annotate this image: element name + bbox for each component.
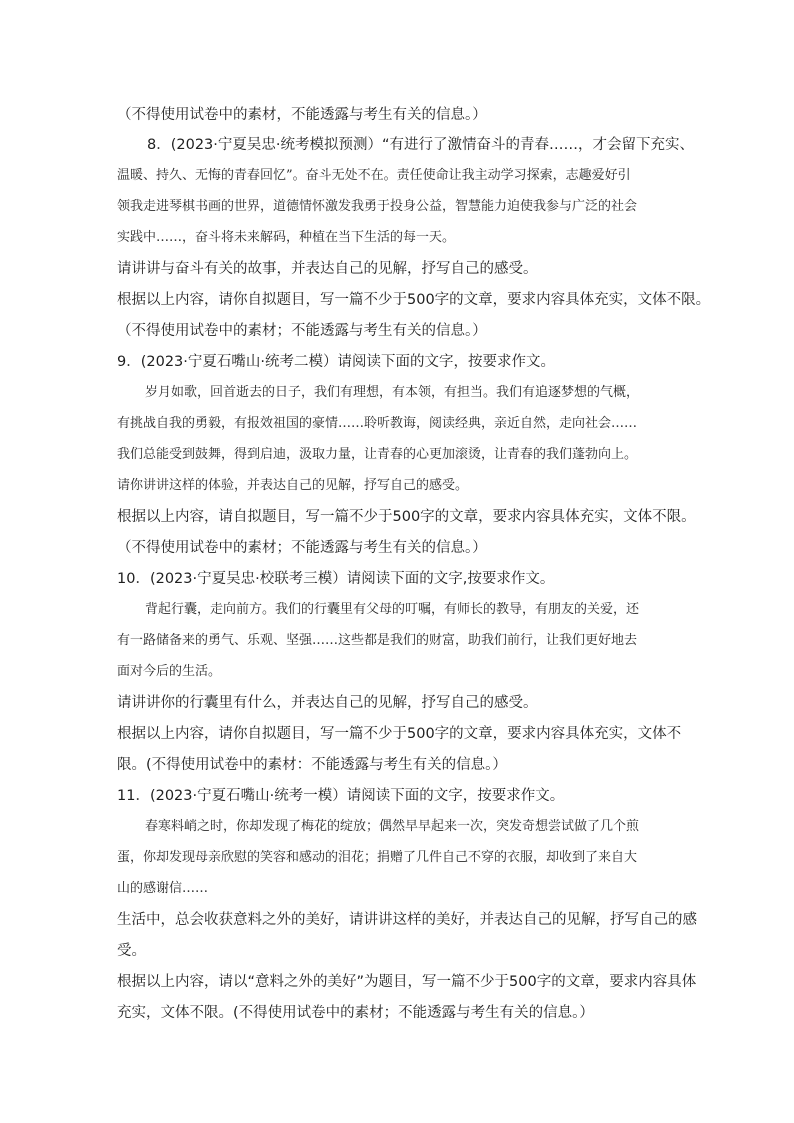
q8-requirement-note: （不得使用试卷中的素材；不能透露与考生有关的信息。） [117, 323, 487, 339]
q10-requirement: 根据以上内容，请你自拟题目，写一篇不少于500字的文章，要求内容具体充实，文体不 [117, 726, 682, 742]
question-9 [117, 351, 698, 559]
q11-material-line: 春寒料峭之时，你却发现了梅花的绽放；偶然早早起来一次，突发奇想尝试做了几个煎 [145, 819, 640, 834]
q8-material-line: 实践中……，奋斗将未来解码，种植在当下生活的每一天。 [117, 230, 456, 245]
q9-material-line: 岁月如歌，回首逝去的日子，我们有理想，有本领，有担当。我们有追逐梦想的气概， [145, 385, 640, 400]
q10-requirement-note: 限。(不得使用试卷中的素材：不能透露与考生有关的信息。） [117, 757, 507, 773]
question-8 [117, 134, 711, 342]
q10-task: 请讲讲你的行囊里有什么，并表达自己的见解，抒写自己的感受。 [117, 695, 538, 711]
q11-requirement: 根据以上内容，请以“意料之外的美好”为题目，写一篇不少于500字的文章，要求内容具体 [117, 974, 697, 990]
q10-material-line: 面对今后的生活。 [117, 664, 222, 679]
q8-material-line: 温暖、持久、无悔的青春回忆”。奋斗无处不在。责任使命让我主动学习探索，志趣爱好引 [117, 168, 631, 183]
q8-task: 请讲讲与奋斗有关的故事，并表达自己的见解，抒写自己的感受。 [117, 261, 538, 277]
q10-heading: 10．(2023·宁夏吴忠·校联考三模）请阅读下面的文字,按要求作文。 [117, 571, 555, 587]
q11-material-line: 山的感谢信…… [117, 881, 209, 896]
q9-heading: 9．(2023·宁夏石嘴山·统考二模）请阅读下面的文字，按要求作文。 [117, 354, 555, 370]
q11-task-continued: 受。 [117, 943, 146, 959]
q8-heading: 8．(2023·宁夏吴忠·统考模拟预测）“有进行了激情奋斗的青春……，才会留下充实、 [147, 137, 695, 153]
q9-material-line: 请你讲讲这样的体验，并表达自己的见解，抒写自己的感受。 [117, 478, 469, 493]
q7-requirement-note: （不得使用试卷中的素材，不能透露与考生有关的信息。） [117, 107, 487, 123]
q9-requirement-note: （不得使用试卷中的素材；不能透露与考生有关的信息。） [117, 540, 487, 556]
q10-material-line: 有一路储备来的勇气、乐观、坚强……这些都是我们的财富，助我们前行，让我们更好地去 [117, 633, 638, 648]
q10-material-line: 背起行囊，走向前方。我们的行囊里有父母的叮嘱，有师长的教导，有朋友的关爱，还 [145, 602, 640, 617]
question-10 [117, 568, 698, 776]
q9-requirement: 根据以上内容，请自拟题目，写一篇不少于500字的文章，要求内容具体充实，文体不限。 [117, 509, 696, 525]
q9-material-line: 有挑战自我的勇毅，有报效祖国的豪情……聆听教诲，阅读经典，亲近自然，走向社会…… [117, 416, 638, 431]
question-11 [117, 785, 698, 1024]
q11-heading: 11．(2023·宁夏石嘴山·统考一模）请阅读下面的文字，按要求作文。 [117, 788, 565, 804]
q11-requirement-note: 充实，文体不限。(不得使用试卷中的素材；不能透露与考生有关的信息。） [117, 1005, 594, 1021]
q8-material-line: 领我走进琴棋书画的世界，道德情怀激发我勇于投身公益，智慧能力迫使我参与广泛的社会 [117, 199, 638, 214]
q8-requirement: 根据以上内容，请你自拟题目，写一篇不少于500字的文章，要求内容具体充实，文体不限。 [117, 292, 711, 308]
q9-material-line: 我们总能受到鼓舞，得到启迪，汲取力量，让青春的心更加滚烫，让青春的我们蓬勃向上。 [117, 447, 638, 462]
q11-task: 生活中，总会收获意料之外的美好，请讲讲这样的美好，并表达自己的见解，抒写自己的感 [117, 912, 697, 928]
q11-material-line: 蛋，你却发现母亲欣慰的笑容和感动的泪花；捐赠了几件自己不穿的衣服，却收到了来自大 [117, 850, 638, 865]
